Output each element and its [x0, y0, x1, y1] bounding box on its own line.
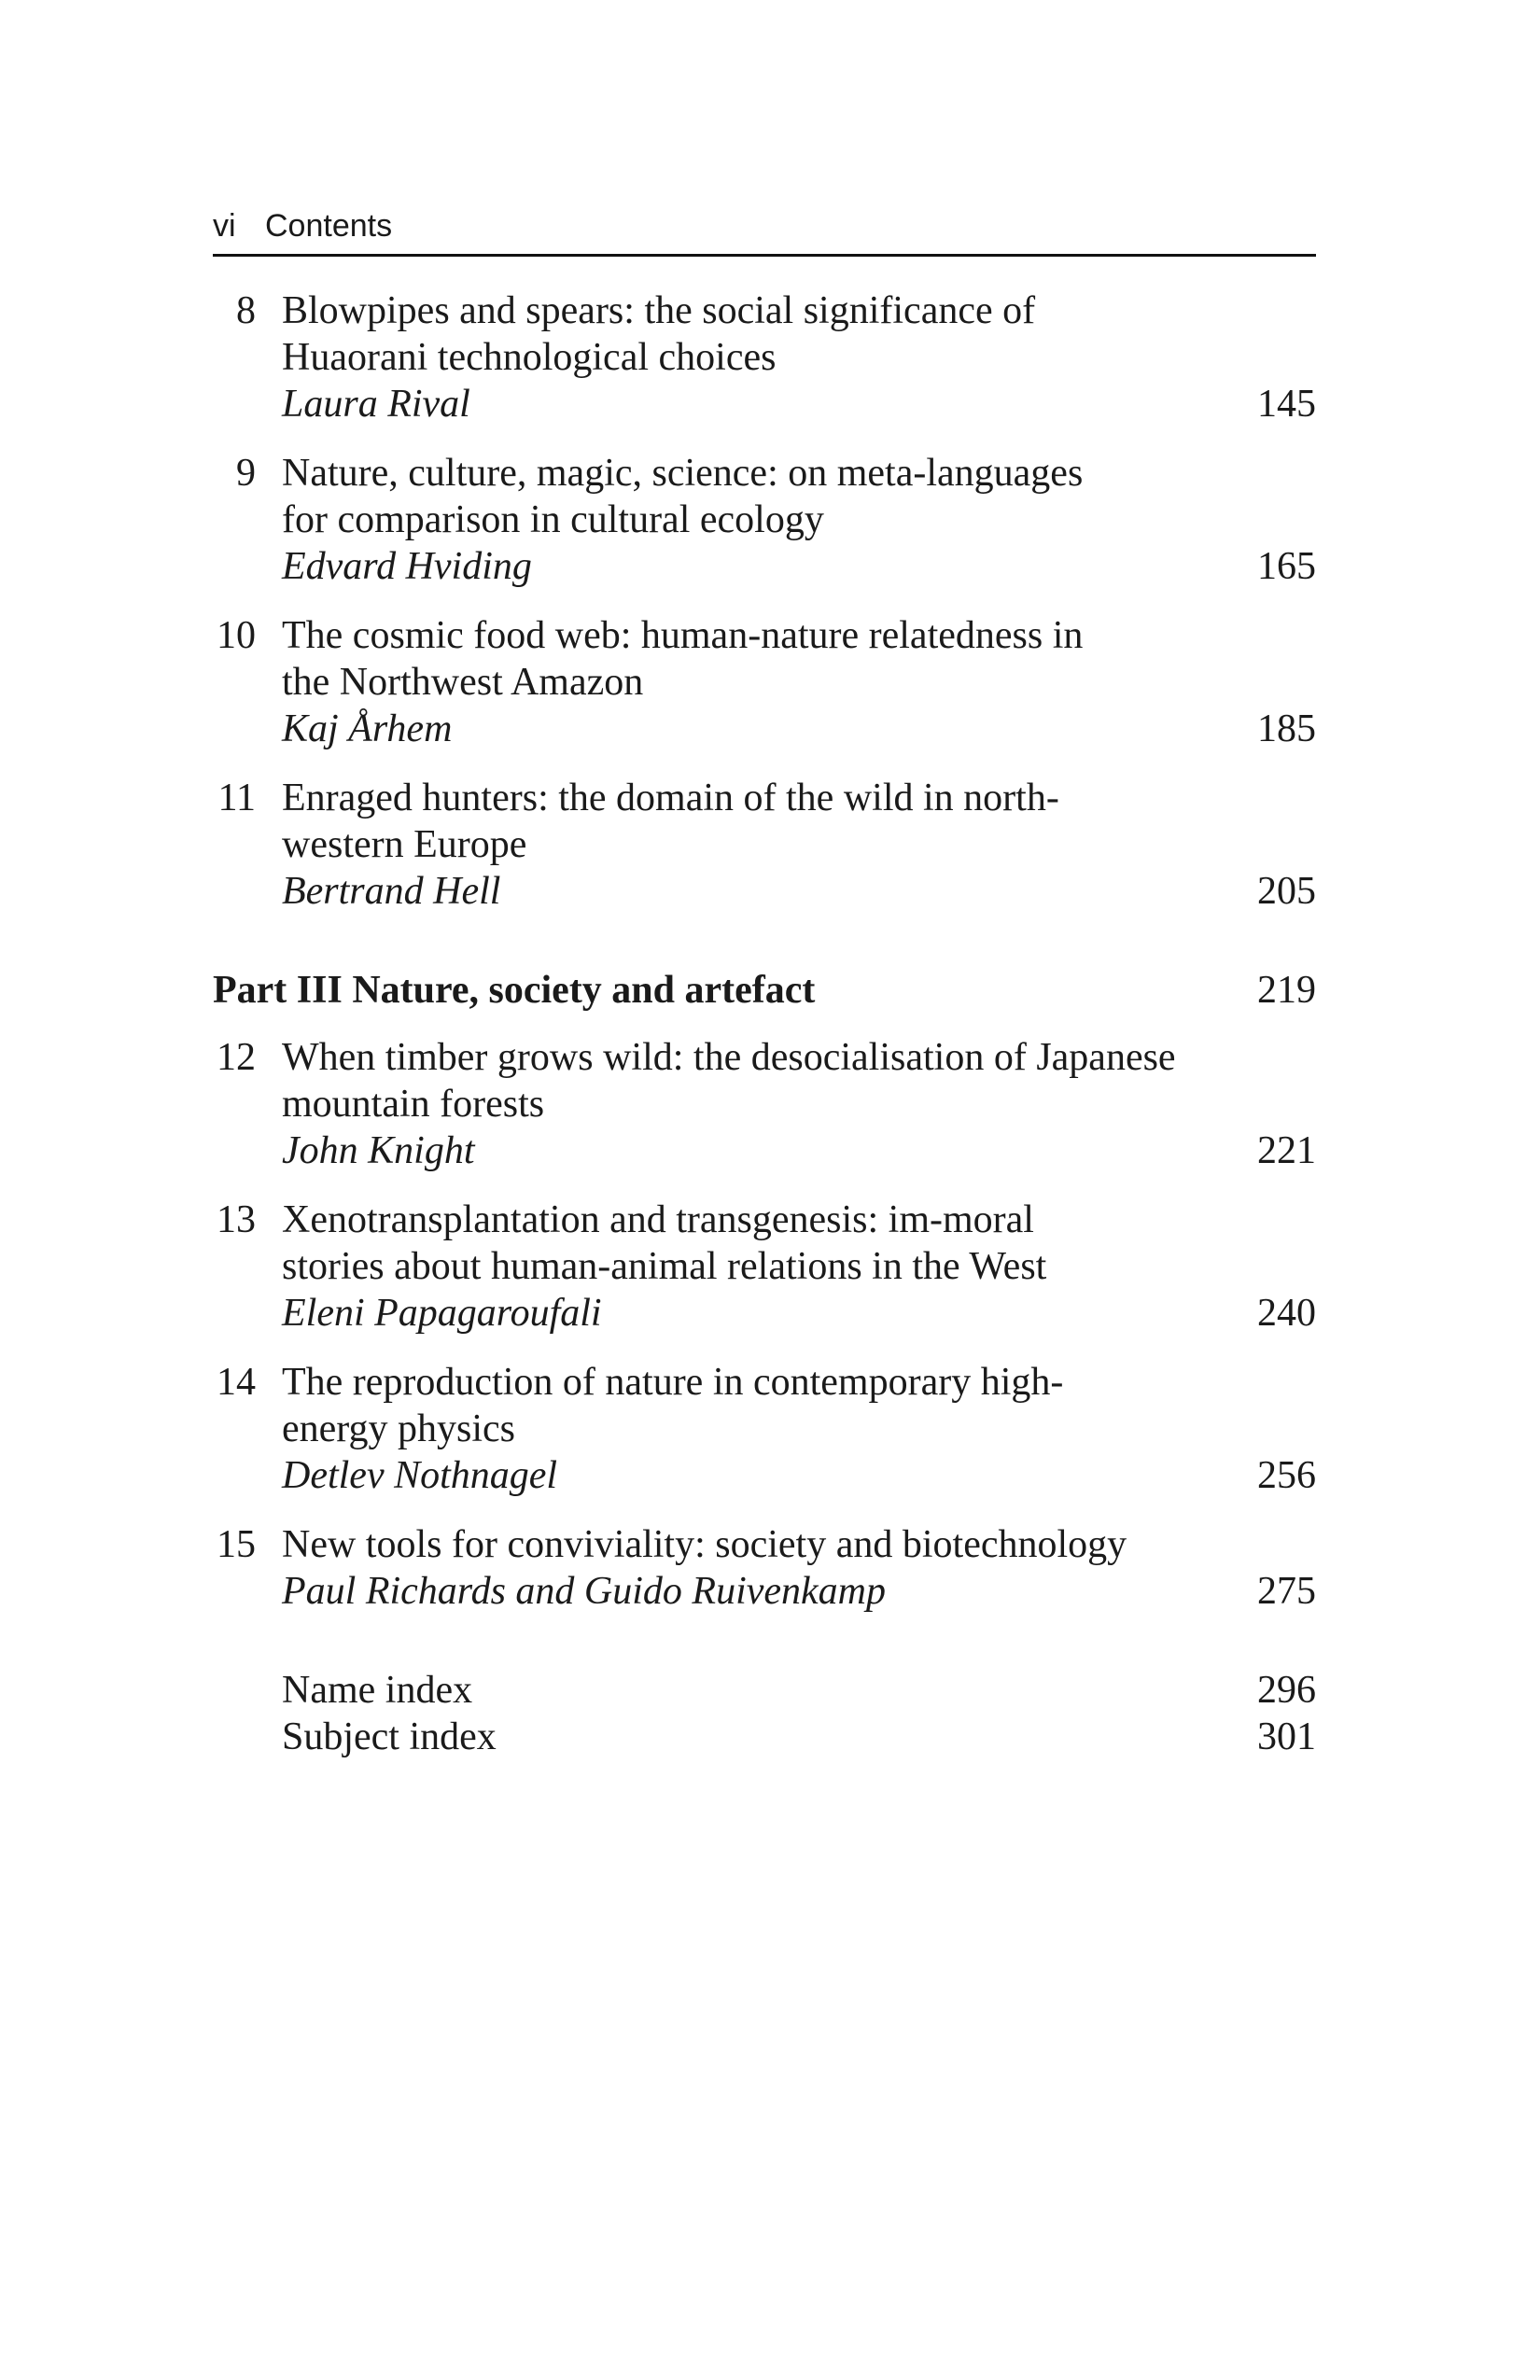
chapter-number: 13 [217, 1198, 256, 1241]
index-label: Name index [282, 1669, 473, 1712]
page-number: 185 [1257, 707, 1316, 750]
table-of-contents [213, 287, 1316, 1760]
page-number: 205 [1257, 870, 1316, 913]
chapter-title-line: for comparison in cultural ecology [282, 498, 824, 541]
chapter-number: 10 [217, 614, 256, 657]
chapter-title-line: Huaorani technological choices [282, 336, 777, 379]
chapter-title-line: Blowpipes and spears: the social significance of [282, 289, 1036, 332]
chapter-title-line: stories about human-animal relations in the West [282, 1245, 1047, 1288]
chapter-number: 14 [217, 1361, 256, 1404]
chapter-title-line: Nature, culture, magic, science: on meta-languages [282, 452, 1084, 495]
index-entry-name[interactable] [213, 1667, 1316, 1714]
chapter-author: Bertrand Hell [282, 870, 501, 913]
chapter-number: 15 [217, 1523, 256, 1566]
part-heading[interactable] [213, 967, 1316, 1014]
chapter-author: Paul Richards and Guido Ruivenkamp [282, 1570, 887, 1613]
page-number: 301 [1257, 1715, 1316, 1758]
chapter-author: Detlev Nothnagel [282, 1454, 558, 1497]
chapter-number: 12 [217, 1036, 256, 1079]
chapter-author: Kaj Århem [282, 707, 453, 750]
page-number: 221 [1257, 1129, 1316, 1172]
running-head [213, 207, 1316, 245]
chapter-title-line: western Europe [282, 823, 527, 866]
toc-entry[interactable] [213, 287, 1316, 427]
chapter-title-line: When timber grows wild: the desocialisation of Japanese [282, 1036, 1176, 1079]
toc-entry[interactable] [213, 1359, 1316, 1499]
chapter-author: Edvard Hviding [282, 545, 532, 588]
page [213, 0, 1316, 2380]
page-number: 219 [1257, 969, 1316, 1012]
chapter-title-line: Xenotransplantation and transgenesis: im-moral [282, 1198, 1034, 1241]
index-entry-subject[interactable] [213, 1714, 1316, 1760]
chapter-title-line: New tools for conviviality: society and biotechnology [282, 1523, 1127, 1566]
toc-entry[interactable] [213, 775, 1316, 915]
page-folio: vi [213, 208, 236, 244]
header-rule [213, 254, 1316, 257]
chapter-title-line: The reproduction of nature in contemporary high- [282, 1361, 1064, 1404]
chapter-title-line: energy physics [282, 1407, 516, 1450]
page-number: 275 [1257, 1570, 1316, 1613]
chapter-author: Eleni Papagaroufali [282, 1292, 602, 1335]
toc-entry[interactable] [213, 612, 1316, 752]
toc-entry[interactable] [213, 1034, 1316, 1174]
index-list [213, 1667, 1316, 1760]
part-title: Part III Nature, society and artefact [213, 969, 816, 1012]
page-number: 240 [1257, 1292, 1316, 1335]
chapter-number: 9 [236, 452, 256, 495]
chapter-title-line: mountain forests [282, 1083, 545, 1126]
page-number: 296 [1257, 1669, 1316, 1712]
chapter-number: 8 [236, 289, 256, 332]
page-number: 165 [1257, 545, 1316, 588]
page-number: 256 [1257, 1454, 1316, 1497]
chapter-title-line: Enraged hunters: the domain of the wild in north- [282, 777, 1059, 819]
chapter-title-line: the Northwest Amazon [282, 661, 644, 704]
chapter-title-line: The cosmic food web: human-nature relatedness in [282, 614, 1084, 657]
index-label: Subject index [282, 1715, 497, 1758]
toc-entry[interactable] [213, 450, 1316, 590]
page-number: 145 [1257, 383, 1316, 426]
chapter-author: Laura Rival [282, 383, 470, 426]
toc-entry[interactable] [213, 1197, 1316, 1337]
chapter-number: 11 [217, 777, 256, 819]
chapter-author: John Knight [282, 1129, 475, 1172]
running-head-title: Contents [265, 208, 393, 244]
toc-entry[interactable] [213, 1521, 1316, 1615]
